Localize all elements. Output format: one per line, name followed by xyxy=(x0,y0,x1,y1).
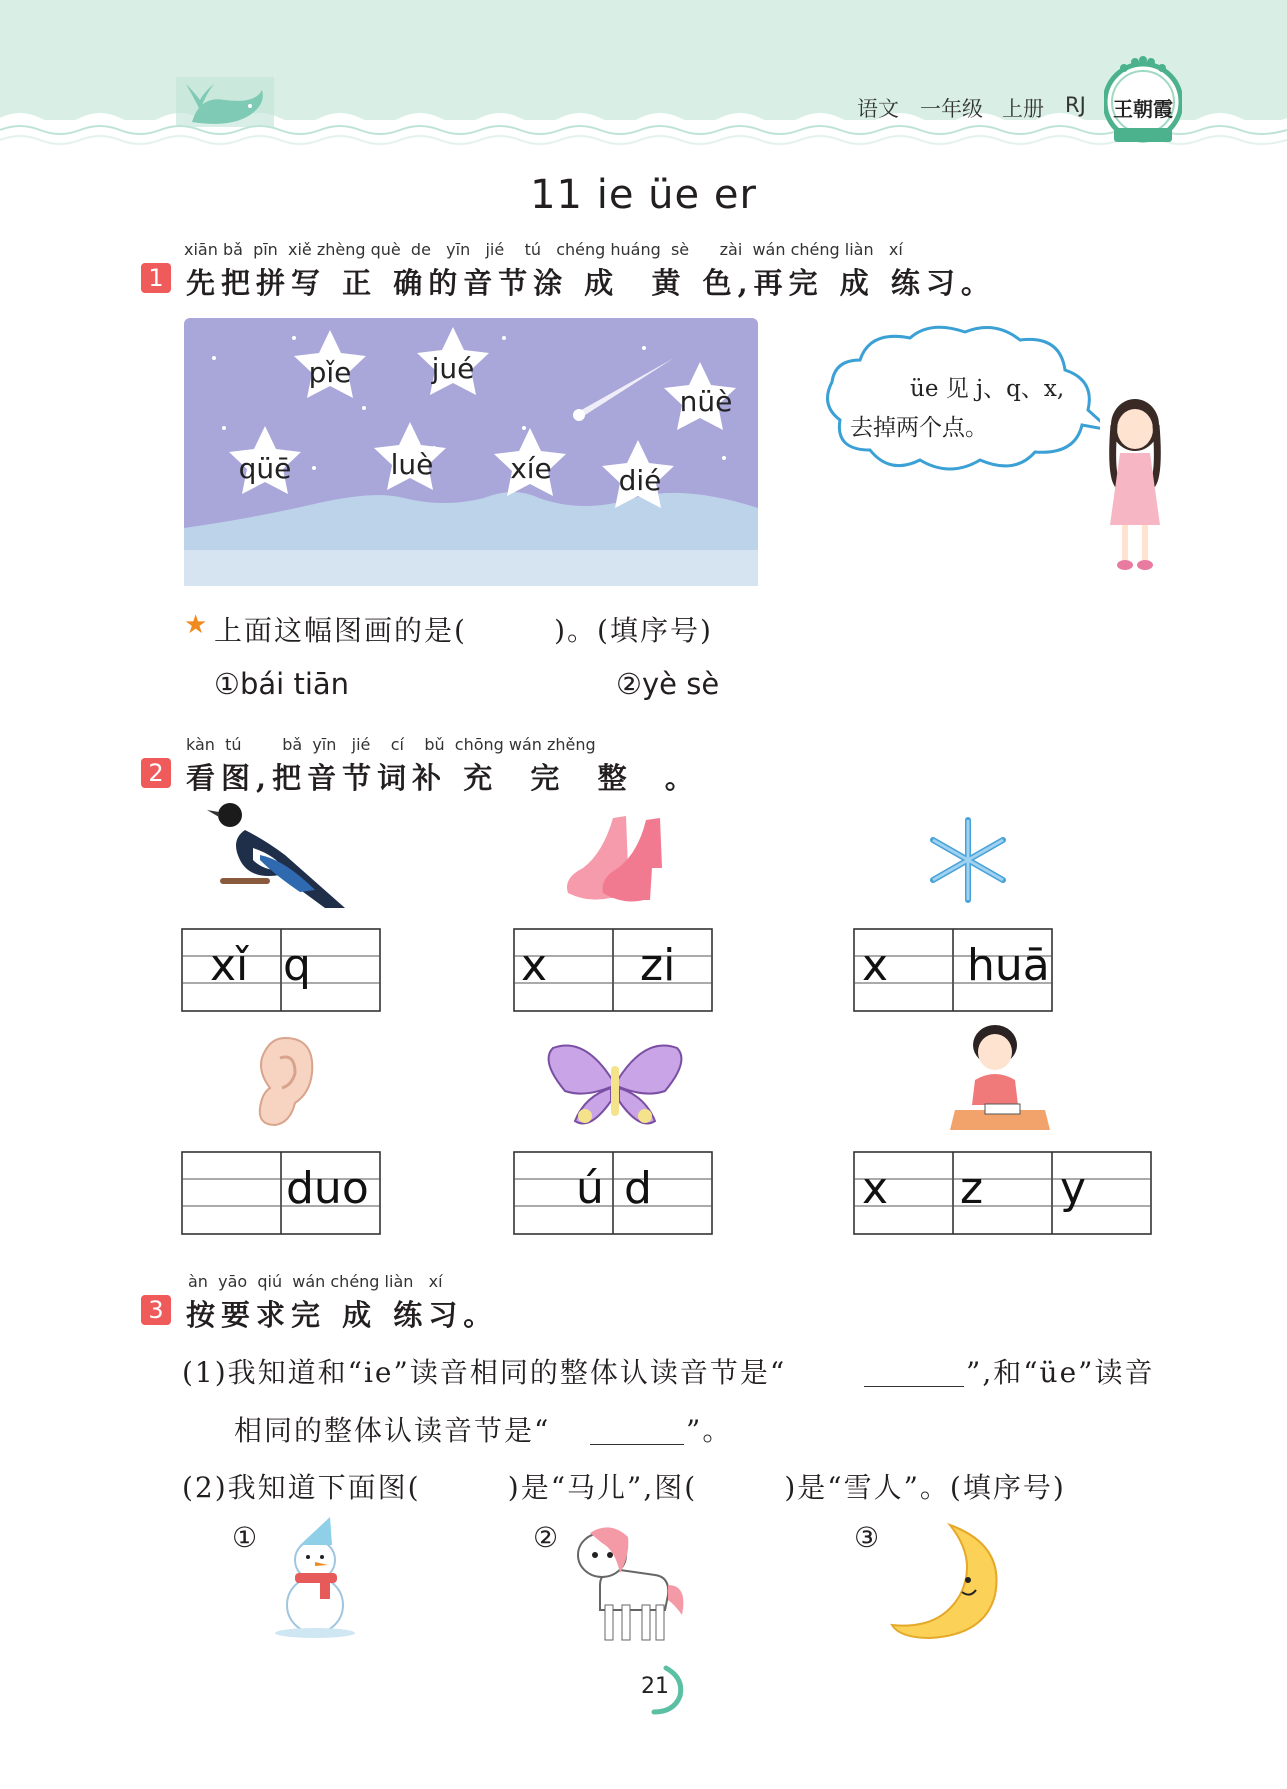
bubble-line-1: üe 见 j、q、x, xyxy=(910,376,1065,402)
crescent-moon-icon xyxy=(890,1520,1005,1640)
q1-sub-question: 上面这幅图画的是( )。(填序号) xyxy=(214,614,713,647)
star-label[interactable]: qüē xyxy=(238,452,292,485)
grid-syllable: d xyxy=(624,1163,652,1214)
ear-icon xyxy=(250,1033,320,1133)
q3-line-1: (1)我知道和“ie”读音相同的整体认读音节是“ xyxy=(182,1356,787,1389)
grid-syllable: y xyxy=(1060,1163,1087,1214)
snowman-icon xyxy=(270,1515,360,1640)
bubble-line-2: 去掉两个点。 xyxy=(850,415,988,441)
grid-syllable: x xyxy=(521,940,548,991)
item-marker-2: ② xyxy=(533,1521,561,1554)
q2-number-badge: 2 xyxy=(141,758,171,788)
grid-syllable: z xyxy=(960,1163,984,1214)
q1-option-2: ②yè sè xyxy=(616,667,720,701)
brand-name: 王朝霞 xyxy=(1113,97,1173,121)
star-label[interactable]: luè xyxy=(390,448,434,481)
star-label[interactable]: nüè xyxy=(679,385,733,418)
grid-syllable: x xyxy=(862,940,889,991)
q3-instruction: 按要求完 成 练习。 xyxy=(186,1298,499,1332)
header-edition: RJ xyxy=(1065,93,1086,117)
star-label[interactable]: pǐe xyxy=(308,356,352,389)
pony-icon xyxy=(570,1515,690,1650)
blank-1[interactable] xyxy=(864,1386,964,1387)
q3-line-1-end: ”,和“üe”读音 xyxy=(966,1356,1155,1389)
q1-option-1: ①bái tiān xyxy=(214,667,350,701)
q1-pinyin: xiān bǎ pīn xiě zhèng què de yīn jié tú chéng huáng sè zài wán chéng liàn xí xyxy=(184,240,903,259)
item-marker-3: ③ xyxy=(854,1521,882,1554)
header-volume: 上册 xyxy=(1002,97,1044,121)
girl-studying-icon xyxy=(950,1020,1050,1135)
grid-syllable: q xyxy=(283,940,311,991)
q3-line-3: (2)我知道下面图( )是“马儿”,图( )是“雪人”。(填序号) xyxy=(182,1471,1066,1504)
q3-number-badge: 3 xyxy=(141,1295,171,1325)
q3-pinyin: àn yāo qiú wán chéng liàn xí xyxy=(188,1272,443,1291)
q1-number-badge: 1 xyxy=(141,263,171,293)
star-label[interactable]: jué xyxy=(431,352,475,385)
q3-line-2-end: ”。 xyxy=(686,1414,733,1447)
grid-syllable: xǐ xyxy=(210,940,249,991)
item-marker-1: ① xyxy=(232,1521,260,1554)
q2-instruction: 看图,把音节词补 充 完 整 。 xyxy=(186,761,700,795)
star-label[interactable]: xíe xyxy=(510,452,552,485)
q3-line-2: 相同的整体认读音节是“ xyxy=(234,1414,551,1447)
grid-syllable: x xyxy=(862,1163,889,1214)
page-number: 21 xyxy=(641,1674,669,1699)
q2-pinyin: kàn tú bǎ yīn jié cí bǔ chōng wán zhěng xyxy=(186,735,596,754)
grid-syllable: huā xyxy=(967,940,1050,991)
header-grade: 一年级 xyxy=(920,97,983,121)
star-bullet-icon: ★ xyxy=(184,610,208,640)
lesson-title: 11 ie üe er xyxy=(530,172,757,218)
q1-instruction: 先把拼写 正 确的音节涂 成 黄 色,再完 成 练习。 xyxy=(186,266,996,300)
blank-2[interactable] xyxy=(590,1444,684,1445)
grid-syllable: zi xyxy=(640,940,676,991)
star-label[interactable]: dié xyxy=(618,464,662,497)
butterfly-icon xyxy=(545,1036,685,1136)
grid-syllable: duo xyxy=(286,1163,369,1214)
header-subject: 语文 xyxy=(857,97,899,121)
grid-syllable: ú xyxy=(576,1163,604,1214)
